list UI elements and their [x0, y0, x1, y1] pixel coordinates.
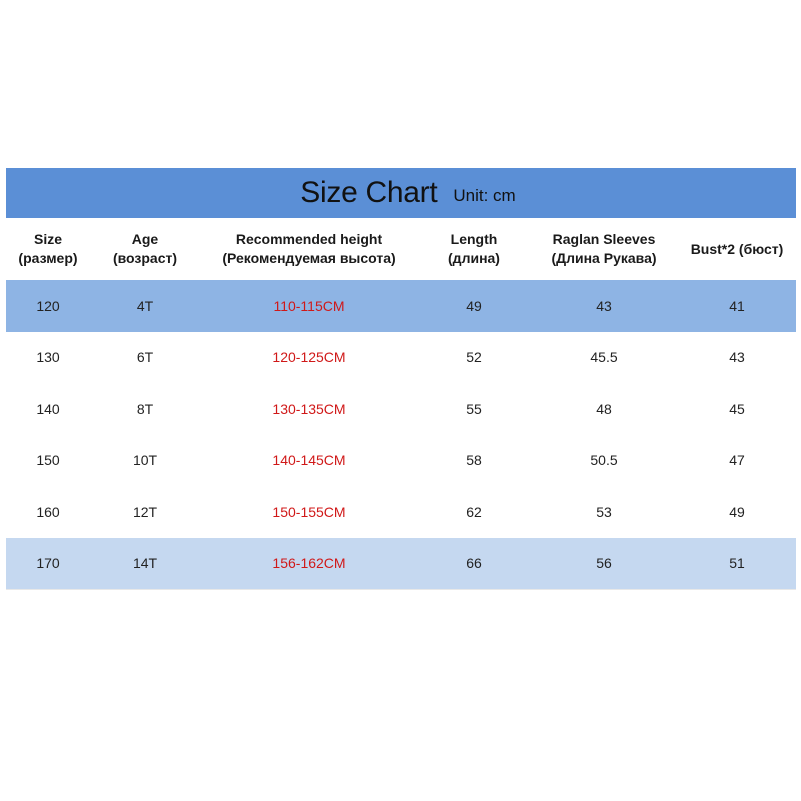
- chart-unit: Unit: cm: [453, 186, 516, 205]
- cell-sleeves: 43: [596, 297, 612, 314]
- cell-height: 140-145CM: [272, 452, 346, 469]
- header-height-ru: (Рекомендуемая высота): [222, 250, 396, 266]
- cell-bust: 47: [729, 452, 745, 469]
- title-bar: [6, 168, 796, 218]
- cell-age: 14T: [132, 555, 158, 572]
- cell-size: 130: [36, 349, 60, 366]
- cell-bust: 45: [729, 400, 745, 417]
- cell-height: 110-115CM: [273, 297, 345, 314]
- header-bust: [678, 218, 796, 280]
- cell-length: 49: [466, 297, 482, 314]
- cell-sleeves: 50.5: [590, 452, 618, 469]
- cell-sleeves: 48: [596, 400, 612, 417]
- cell-age: 12T: [132, 503, 158, 520]
- cell-size: 160: [36, 503, 60, 520]
- table-row: [6, 435, 796, 487]
- cell-bust: 43: [729, 349, 745, 366]
- cell-size: 120: [36, 297, 60, 314]
- table-row: [6, 538, 796, 590]
- header-age-ru: (возраст): [112, 250, 178, 266]
- header-height-en: Recommended height: [235, 231, 383, 247]
- header-length: [418, 218, 530, 280]
- header-size-ru: (размер): [18, 250, 78, 266]
- cell-bust: 51: [729, 555, 745, 572]
- cell-height: 156-162CM: [272, 555, 346, 572]
- cell-height: 150-155CM: [272, 503, 346, 520]
- cell-age: 10T: [132, 452, 158, 469]
- table-row: [6, 332, 796, 384]
- cell-sleeves: 53: [596, 503, 612, 520]
- header-height: [200, 218, 418, 280]
- header-row: [6, 218, 796, 280]
- cell-size: 150: [36, 452, 60, 469]
- cell-age: 6T: [136, 349, 154, 366]
- cell-bust: 41: [729, 297, 745, 314]
- table-row: [6, 280, 796, 332]
- cell-age: 4T: [136, 297, 154, 314]
- size-chart: [6, 168, 796, 590]
- table-row: [6, 486, 796, 538]
- cell-age: 8T: [136, 400, 154, 417]
- cell-sleeves: 45.5: [590, 349, 618, 366]
- cell-height: 120-125CM: [272, 349, 346, 366]
- table-row: [6, 383, 796, 435]
- header-length-ru: (длина): [448, 250, 500, 266]
- cell-length: 58: [466, 452, 482, 469]
- chart-title: Size Chart: [300, 176, 438, 209]
- table-bottom-divider: [6, 589, 796, 590]
- cell-size: 170: [36, 555, 60, 572]
- cell-size: 140: [36, 400, 60, 417]
- cell-length: 52: [466, 349, 482, 366]
- header-bust-en: Bust*2 (бюст): [690, 240, 784, 257]
- cell-length: 55: [466, 400, 482, 417]
- header-size-en: Size: [33, 231, 62, 247]
- header-length-en: Length: [450, 231, 498, 247]
- cell-sleeves: 56: [596, 555, 612, 572]
- cell-length: 62: [466, 503, 482, 520]
- header-age: [90, 218, 200, 280]
- header-sleeves: [530, 218, 678, 280]
- header-sleeves-ru: (Длина Рукава): [551, 250, 657, 266]
- cell-height: 130-135CM: [272, 400, 346, 417]
- header-sleeves-en: Raglan Sleeves: [552, 231, 656, 247]
- header-size: [6, 218, 90, 280]
- header-age-en: Age: [131, 231, 159, 247]
- cell-bust: 49: [729, 503, 745, 520]
- cell-length: 66: [466, 555, 482, 572]
